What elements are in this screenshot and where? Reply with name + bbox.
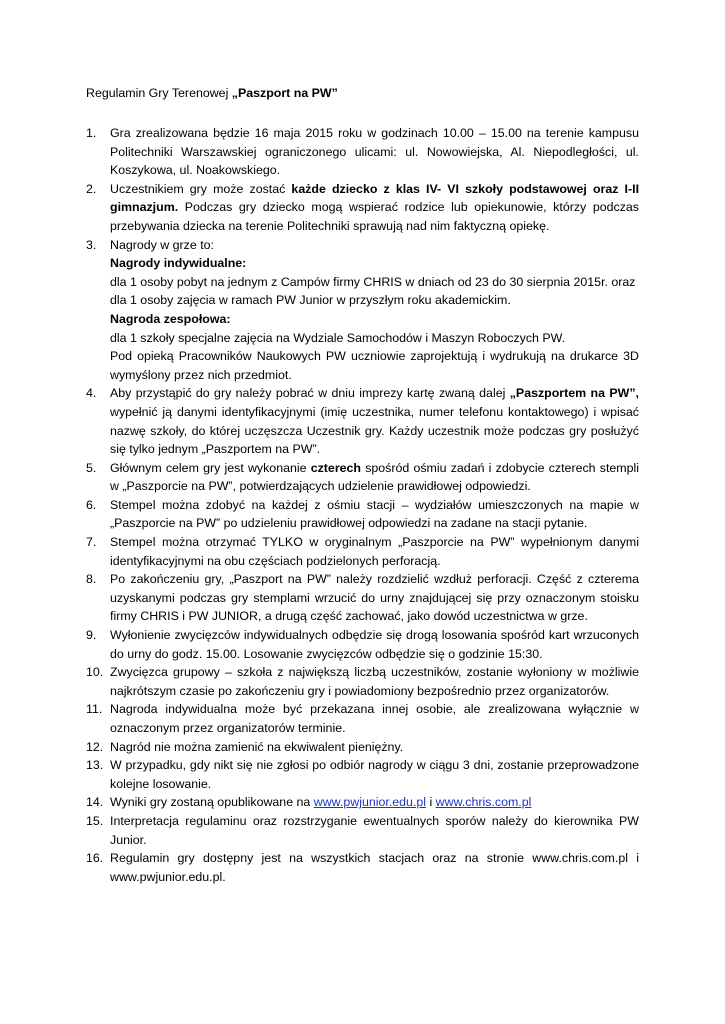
rule-item <box>86 236 639 385</box>
rule-item <box>86 626 639 663</box>
rule-item <box>86 570 639 626</box>
rule-link[interactable]: www.chris.com.pl <box>435 795 532 810</box>
rule-number: 3. <box>86 237 97 252</box>
rule-number: 6. <box>86 497 97 512</box>
rule-text <box>110 758 639 791</box>
rule-text-segment: spośród ośmiu zadań i zdobycie czterech stempli w „Paszporcie na PW”, potwierdzających udzielenie prawidłowej odpowiedzi. <box>110 460 639 494</box>
rule-text-segment: Stempel można zdobyć na każdej z ośmiu stacji – wydziałów umieszczonych na mapie w „Paszporcie na PW” po udzieleniu prawidłowej odpowiedzi na zadane na stacji pytanie. <box>110 497 639 531</box>
rule-number: 9. <box>86 628 97 643</box>
rule-number: 11. <box>86 702 103 717</box>
rule-text-segment: Gra zrealizowana będzie 16 maja 2015 roku w godzinach 10.00 – 15.00 na terenie kampusu Politechniki Warszawskiej ograniczonego ulicami: ul. Nowowiejska, Al. Niepodległości, ul. Koszykowa, ul. Noakowskiego. <box>110 126 639 178</box>
prize-line: Pod opieką Pracowników Naukowych PW uczniowie zaprojektują i wydrukują na drukarce 3D wymyślony przez nich przedmiot. <box>110 349 639 382</box>
rule-text <box>110 535 639 568</box>
rule-text <box>110 572 639 623</box>
rule-item <box>86 738 639 757</box>
rule-text <box>110 498 639 531</box>
rule-item <box>86 793 639 812</box>
rule-text-segment: Wyniki gry zostaną opublikowane na <box>110 795 314 810</box>
rule-text-segment: Po zakończeniu gry, „Paszport na PW” należy rozdzielić wzdłuż perforacji. Część z czterema uzyskanymi podczas gry stemplami wrzucić do urny znajdującej się przy oznaczonym stoisku firmy CHRIS i PW JUNIOR, a drugą część zachować, jako dowód uczestnictwa w grze. <box>110 572 639 624</box>
rule-text-segment: Aby przystąpić do gry należy pobrać w dniu imprezy kartę zwaną dalej <box>110 386 510 401</box>
rule-item <box>86 756 639 793</box>
rule-text-segment: Regulamin gry dostępny jest na wszystkich stacjach oraz na stronie www.chris.com.pl i www.pwjunior.edu.pl. <box>110 851 639 884</box>
rule-number: 13. <box>86 758 104 773</box>
rule-text <box>110 628 639 661</box>
rule-number: 5. <box>86 460 97 475</box>
rule-text <box>110 795 531 809</box>
rule-text <box>110 665 639 698</box>
rule-number: 4. <box>86 386 97 401</box>
rule-text <box>110 461 639 494</box>
rule-number: 15. <box>86 813 104 828</box>
rule-item <box>86 663 639 700</box>
rule-text-segment: W przypadku, gdy nikt się nie zgłosi po odbiór nagrody w ciągu 3 dni, zostanie przeprowadzone kolejne losowanie. <box>110 758 639 791</box>
rule-item <box>86 700 639 737</box>
rule-text-segment: Interpretacja regulaminu oraz rozstrzyganie ewentualnych sporów należy do kierownika PW Junior. <box>110 813 639 847</box>
document-title <box>86 84 639 102</box>
rule-text-segment: wypełnić ją danymi identyfikacyjnymi (imię uczestnika, numer telefonu kontaktowego) i wpisać nazwę szkoły, do której uczęszcza Uczestnik gry. Każdy uczestnik może podczas gry posłużyć się tylko jednym „Paszportem na PW”. <box>110 404 639 457</box>
rule-text <box>110 814 639 847</box>
rule-text <box>110 386 639 456</box>
rule-text <box>110 851 639 884</box>
rule-text-bold: „Paszportem na PW”, <box>509 386 639 401</box>
rule-number: 16. <box>86 851 104 866</box>
rule-text-segment: Wyłonienie zwycięzców indywidualnych odbędzie się drogą losowania spośród kart wrzuconych do urny do godz. 15.00. Losowanie zwycięzców odbędzie się o godzinie 15:30. <box>110 628 639 661</box>
rule-text-segment: Zwycięzca grupowy – szkoła z największą liczbą uczestników, zostanie wyłoniony w możliwie najkrótszym czasie po zakończeniu gry i powiadomiony bezpośrednio przez organizatorów. <box>110 665 639 698</box>
rule-item <box>86 384 639 458</box>
rule-number: 10. <box>86 665 104 680</box>
rule-text-segment: Nagrody w grze to: <box>110 237 214 252</box>
rule-item <box>86 533 639 570</box>
prize-line: dla 1 szkoły specjalne zajęcia na Wydziale Samochodów i Maszyn Roboczych PW. <box>110 330 566 345</box>
rule-item <box>86 812 639 849</box>
rule-link[interactable]: www.pwjunior.edu.pl <box>313 795 427 810</box>
prize-heading: Nagrody indywidualne: <box>110 256 247 271</box>
rule-text <box>110 238 214 252</box>
rule-text <box>110 740 403 754</box>
rule-text-segment: Nagroda indywidualna może być przekazana innej osobie, ale zrealizowana wyłącznie w oznaczonym przez organizatorów terminie. <box>110 702 639 735</box>
rule-text-bold: czterech <box>310 460 361 475</box>
rule-text-segment: Stempel można otrzymać TYLKO w oryginalnym „Paszporcie na PW” wypełnionym danymi identyfikacyjnymi na obu częściach podzielonych perforacją. <box>110 535 639 568</box>
rule-text-segment: Głównym celem gry jest wykonanie <box>110 460 311 475</box>
title-bold: „Paszport na PW” <box>231 86 338 100</box>
rule-text-segment: Podczas gry dziecko mogą wspierać rodzice lub opiekunowie, którzy podczas przebywania dziecka na terenie Politechniki sprawują nad nim faktyczną opiekę. <box>110 200 639 233</box>
rule-number: 14. <box>86 795 104 810</box>
rule-number: 12. <box>86 739 104 754</box>
rule-text-segment: i <box>426 795 436 810</box>
rule-item <box>86 849 639 886</box>
rule-item <box>86 496 639 533</box>
rule-number: 2. <box>86 181 97 196</box>
title-prefix: Regulamin Gry Terenowej <box>86 86 232 100</box>
rule-number: 1. <box>86 126 97 140</box>
rule-text <box>110 182 639 233</box>
rule-text <box>110 702 639 735</box>
prize-line: dla 1 osoby zajęcia w ramach PW Junior w przyszłym roku akademickim. <box>110 293 511 308</box>
rule-number: 8. <box>86 572 97 587</box>
prize-heading: Nagroda zespołowa: <box>110 311 231 326</box>
rules-list <box>86 124 639 886</box>
rule-number: 7. <box>86 535 97 550</box>
rule-item <box>86 124 639 180</box>
rule-item <box>86 180 639 236</box>
rule-text-segment: Nagród nie można zamienić na ekwiwalent pieniężny. <box>110 739 404 754</box>
rule-text-segment: Uczestnikiem gry może zostać <box>110 181 292 196</box>
prize-line: dla 1 osoby pobyt na jednym z Campów firmy CHRIS w dniach od 23 do 30 sierpnia 2015r. oraz <box>110 274 636 289</box>
rule-text-bold: każde dziecko z klas IV- VI szkoły podstawowej oraz I-II gimnazjum. <box>110 181 640 215</box>
rule-text <box>110 126 639 177</box>
rule-item <box>86 459 639 496</box>
